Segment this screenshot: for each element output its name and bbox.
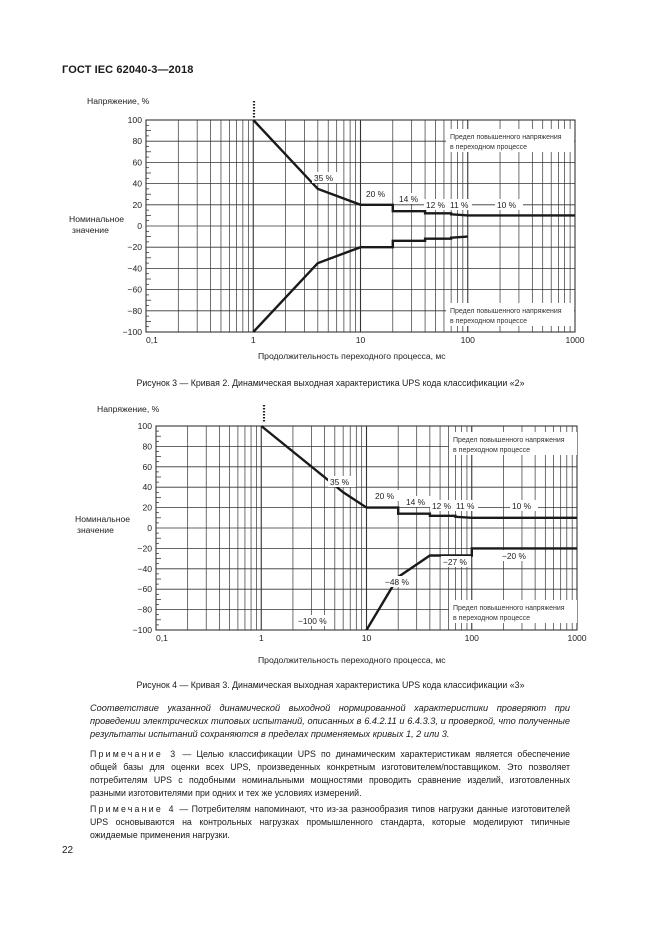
lower-box-line1: Предел повышенного напряжения xyxy=(453,605,565,612)
y-tick-label: −60 xyxy=(127,284,142,295)
note-3-text: — Целью классификации UPS по динамическим характеристикам является обеспечение общей базы для оценки всех UPS, произведенных конкретным изготовителем/поставщиком. Это позволяет потребителям UPS с подобными номинальными мощностями проводить сравнение изделий, изготовленных разными изготовителями при одних и тех же условиях измерений. xyxy=(90,749,570,798)
nominal-label-line2: значение xyxy=(77,525,114,535)
seg-label-35: 35 % xyxy=(314,173,334,183)
seg-label-neg48: −48 % xyxy=(385,577,409,587)
conformity-paragraph: Соответствие указанной динамической выходной нормированной характеристики проверяют при проведении электрических типовых испытаний, описанных в 6.4.2.11 и 6.4.3.3, и проверкой, что полученные результаты испытаний сохраняются в пределах применяемых кривых 1, 2 или 3. xyxy=(90,703,570,739)
y-tick-label: 100 xyxy=(137,421,152,431)
note-4-text: — Потребителям напоминают, что из-за разнообразия типов нагрузки данные изготовителей UPS основываются на контрольных нагрузках промышленного стандарта, которые моделируют типичные ожидаемые применения нагрузки. xyxy=(90,804,570,840)
y-tick-label: −80 xyxy=(127,305,142,316)
seg-label-12: 12 % xyxy=(432,501,452,511)
y-tick-label: 40 xyxy=(142,482,152,493)
y-tick-label: 60 xyxy=(142,461,152,472)
y-tick-label: 20 xyxy=(142,502,152,513)
x-axis-label: Продолжительность переходного процесса, мс xyxy=(258,655,446,665)
y-tick-label: −40 xyxy=(137,563,152,574)
seg-label-neg100: −100 % xyxy=(298,616,327,626)
x-tick-label: 100 xyxy=(464,633,479,643)
y-tick-label: −80 xyxy=(137,604,152,615)
seg-label-14: 14 % xyxy=(399,194,419,204)
y-tick-label: 80 xyxy=(142,441,152,452)
upper-limit-box xyxy=(446,129,574,152)
seg-label-11: 11 % xyxy=(456,501,475,511)
y-axis-label: Напряжение, % xyxy=(97,404,160,414)
upper-box-line1: Предел повышенного напряжения xyxy=(450,134,562,141)
note-4 xyxy=(90,803,570,842)
y-axis-label: Напряжение, % xyxy=(87,96,150,106)
y-tick-label: 0 xyxy=(137,221,142,231)
x-tick-label: 1 xyxy=(250,335,256,345)
note-3 xyxy=(90,748,570,800)
seg-label-11: 11 % xyxy=(450,200,469,210)
y-tick-label: −100 xyxy=(122,327,142,337)
seg-label-20: 20 % xyxy=(366,189,386,199)
y-tick-label: −20 xyxy=(137,543,152,554)
seg-label-35: 35 % xyxy=(330,477,350,487)
lower-box-line2: в переходном процессе xyxy=(450,318,528,325)
y-tick-label: 40 xyxy=(132,178,142,189)
seg-label-10: 10 % xyxy=(497,200,517,210)
nominal-label-line2: значение xyxy=(72,225,109,235)
seg-label-neg20: −20 % xyxy=(502,551,526,561)
grid xyxy=(156,426,577,630)
upper-box-line1: Предел повышенного напряжения xyxy=(453,437,565,444)
y-tick-label: −60 xyxy=(137,584,152,595)
lower-limit-box xyxy=(449,600,577,623)
y-tick-label: 100 xyxy=(127,115,142,125)
figure-3-chart xyxy=(0,92,661,367)
page-number: 22 xyxy=(62,845,74,856)
upper-box-line2: в переходном процессе xyxy=(453,447,531,454)
x-tick-label: 10 xyxy=(355,335,366,345)
seg-label-14: 14 % xyxy=(406,497,426,507)
lower-limit-box xyxy=(446,303,574,326)
document-header: ГОСТ IEC 62040-3—2018 xyxy=(62,64,194,76)
x-tick-label: 100 xyxy=(460,335,475,345)
x-tick-label: 0,1 xyxy=(156,633,168,643)
note-3-label: Примечание 3 xyxy=(90,749,178,759)
y-tick-label: −40 xyxy=(127,263,142,274)
y-tick-label: 80 xyxy=(132,136,142,147)
x-tick-label: 0,1 xyxy=(146,335,158,345)
x-tick-label: 10 xyxy=(361,633,372,643)
figure-4-chart xyxy=(0,396,661,671)
figure-4-caption: Рисунок 4 — Кривая 3. Динамическая выходная характеристика UPS кода классификации «3» xyxy=(136,680,525,690)
lower-box-line1: Предел повышенного напряжения xyxy=(450,308,562,315)
seg-label-20: 20 % xyxy=(375,491,395,501)
y-tick-label: 20 xyxy=(132,199,142,210)
figure-3-svg xyxy=(0,92,661,367)
figure-4-svg xyxy=(0,396,661,671)
x-tick-label: 1 xyxy=(258,633,264,643)
seg-label-neg27: −27 % xyxy=(443,557,467,567)
upper-box-line2: в переходном процессе xyxy=(450,144,528,151)
seg-label-12: 12 % xyxy=(426,200,446,210)
y-tick-label: 0 xyxy=(147,523,152,533)
nominal-label-line1: Номинальное xyxy=(75,514,131,524)
x-tick-label: 1000 xyxy=(565,335,585,345)
note-4-label: Примечание 4 xyxy=(90,804,176,814)
y-tick-label: 60 xyxy=(132,157,142,168)
y-tick-label: −20 xyxy=(127,242,142,253)
nominal-label-line1: Номинальное xyxy=(69,214,125,224)
y-tick-label: −100 xyxy=(132,625,152,635)
figure-3-caption: Рисунок 3 — Кривая 2. Динамическая выходная характеристика UPS кода классификации «2» xyxy=(136,378,525,388)
upper-limit-box xyxy=(449,432,577,455)
seg-label-10: 10 % xyxy=(512,501,532,511)
lower-box-line2: в переходном процессе xyxy=(453,615,531,622)
x-tick-label: 1000 xyxy=(567,633,587,643)
x-axis-label: Продолжительность переходного процесса, мс xyxy=(258,351,446,361)
